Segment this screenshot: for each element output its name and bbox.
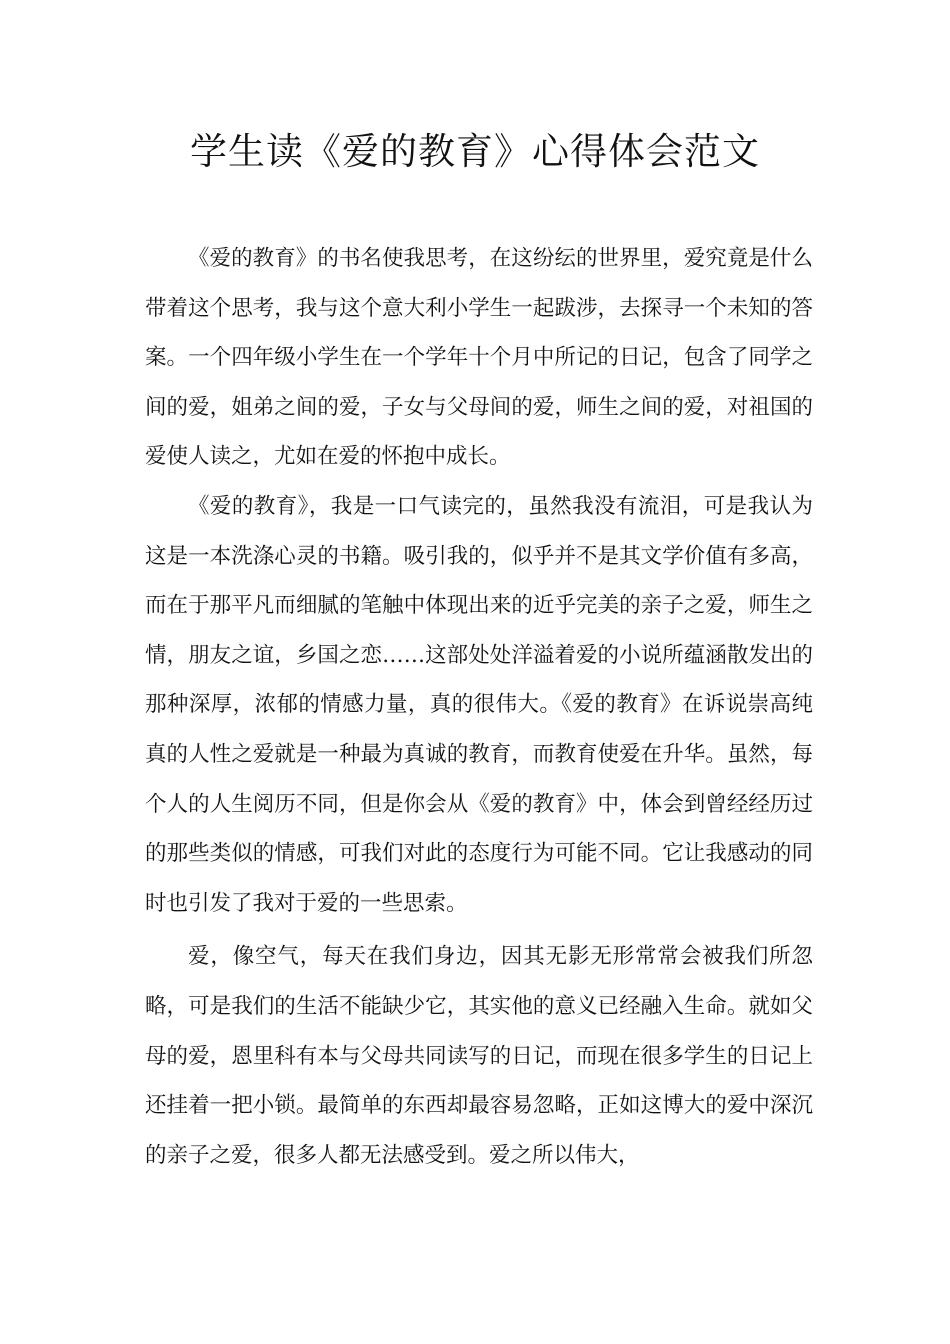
document-title: 学生读《爱的教育》心得体会范文 <box>190 130 760 173</box>
document-body <box>145 234 813 1180</box>
paragraph-1: 《爱的教育》的书名使我思考，在这纷纭的世界里，爱究竟是什么带着这个思考，我与这个意大利小学生一起跋涉，去探寻一个未知的答案。一个四年级小学生在一个学年十个月中所记的日记，包含了同学之间的爱，姐弟之间的爱，子女与父母间的爱，师生之间的爱，对祖国的爱使人读之，尤如在爱的怀抱中成长。 <box>145 246 813 470</box>
paragraph-2: 《爱的教育》，我是一口气读完的，虽然我没有流泪，可是我认为这是一本洗涤心灵的书籍。吸引我的，似乎并不是其文学价值有多高，而在于那平凡而细腻的笔触中体现出来的近乎完美的亲子之爱，师生之情，朋友之谊，乡国之恋……这部处处洋溢着爱的小说所蕴涵散发出的那种深厚，浓郁的情感力量，真的很伟大。《爱的教育》在诉说崇高纯真的人性之爱就是一种最为真诚的教育，而教育使爱在升华。虽然，每个人的人生阅历不同，但是你会从《爱的教育》中，体会到曾经经历过的那些类似的情感，可我们对此的态度行为可能不同。它让我感动的同时也引发了我对于爱的一些思索。 <box>145 493 813 916</box>
paragraph-3: 爱，像空气，每天在我们身边，因其无影无形常常会被我们所忽略，可是我们的生活不能缺少它，其实他的意义已经融入生命。就如父母的爱，恩里科有本与父母共同读写的日记，而现在很多学生的日记上还挂着一把小锁。最简单的东西却最容易忽略，正如这博大的爱中深沉的亲子之爱，很多人都无法感受到。爱之所以伟大， <box>145 944 813 1168</box>
